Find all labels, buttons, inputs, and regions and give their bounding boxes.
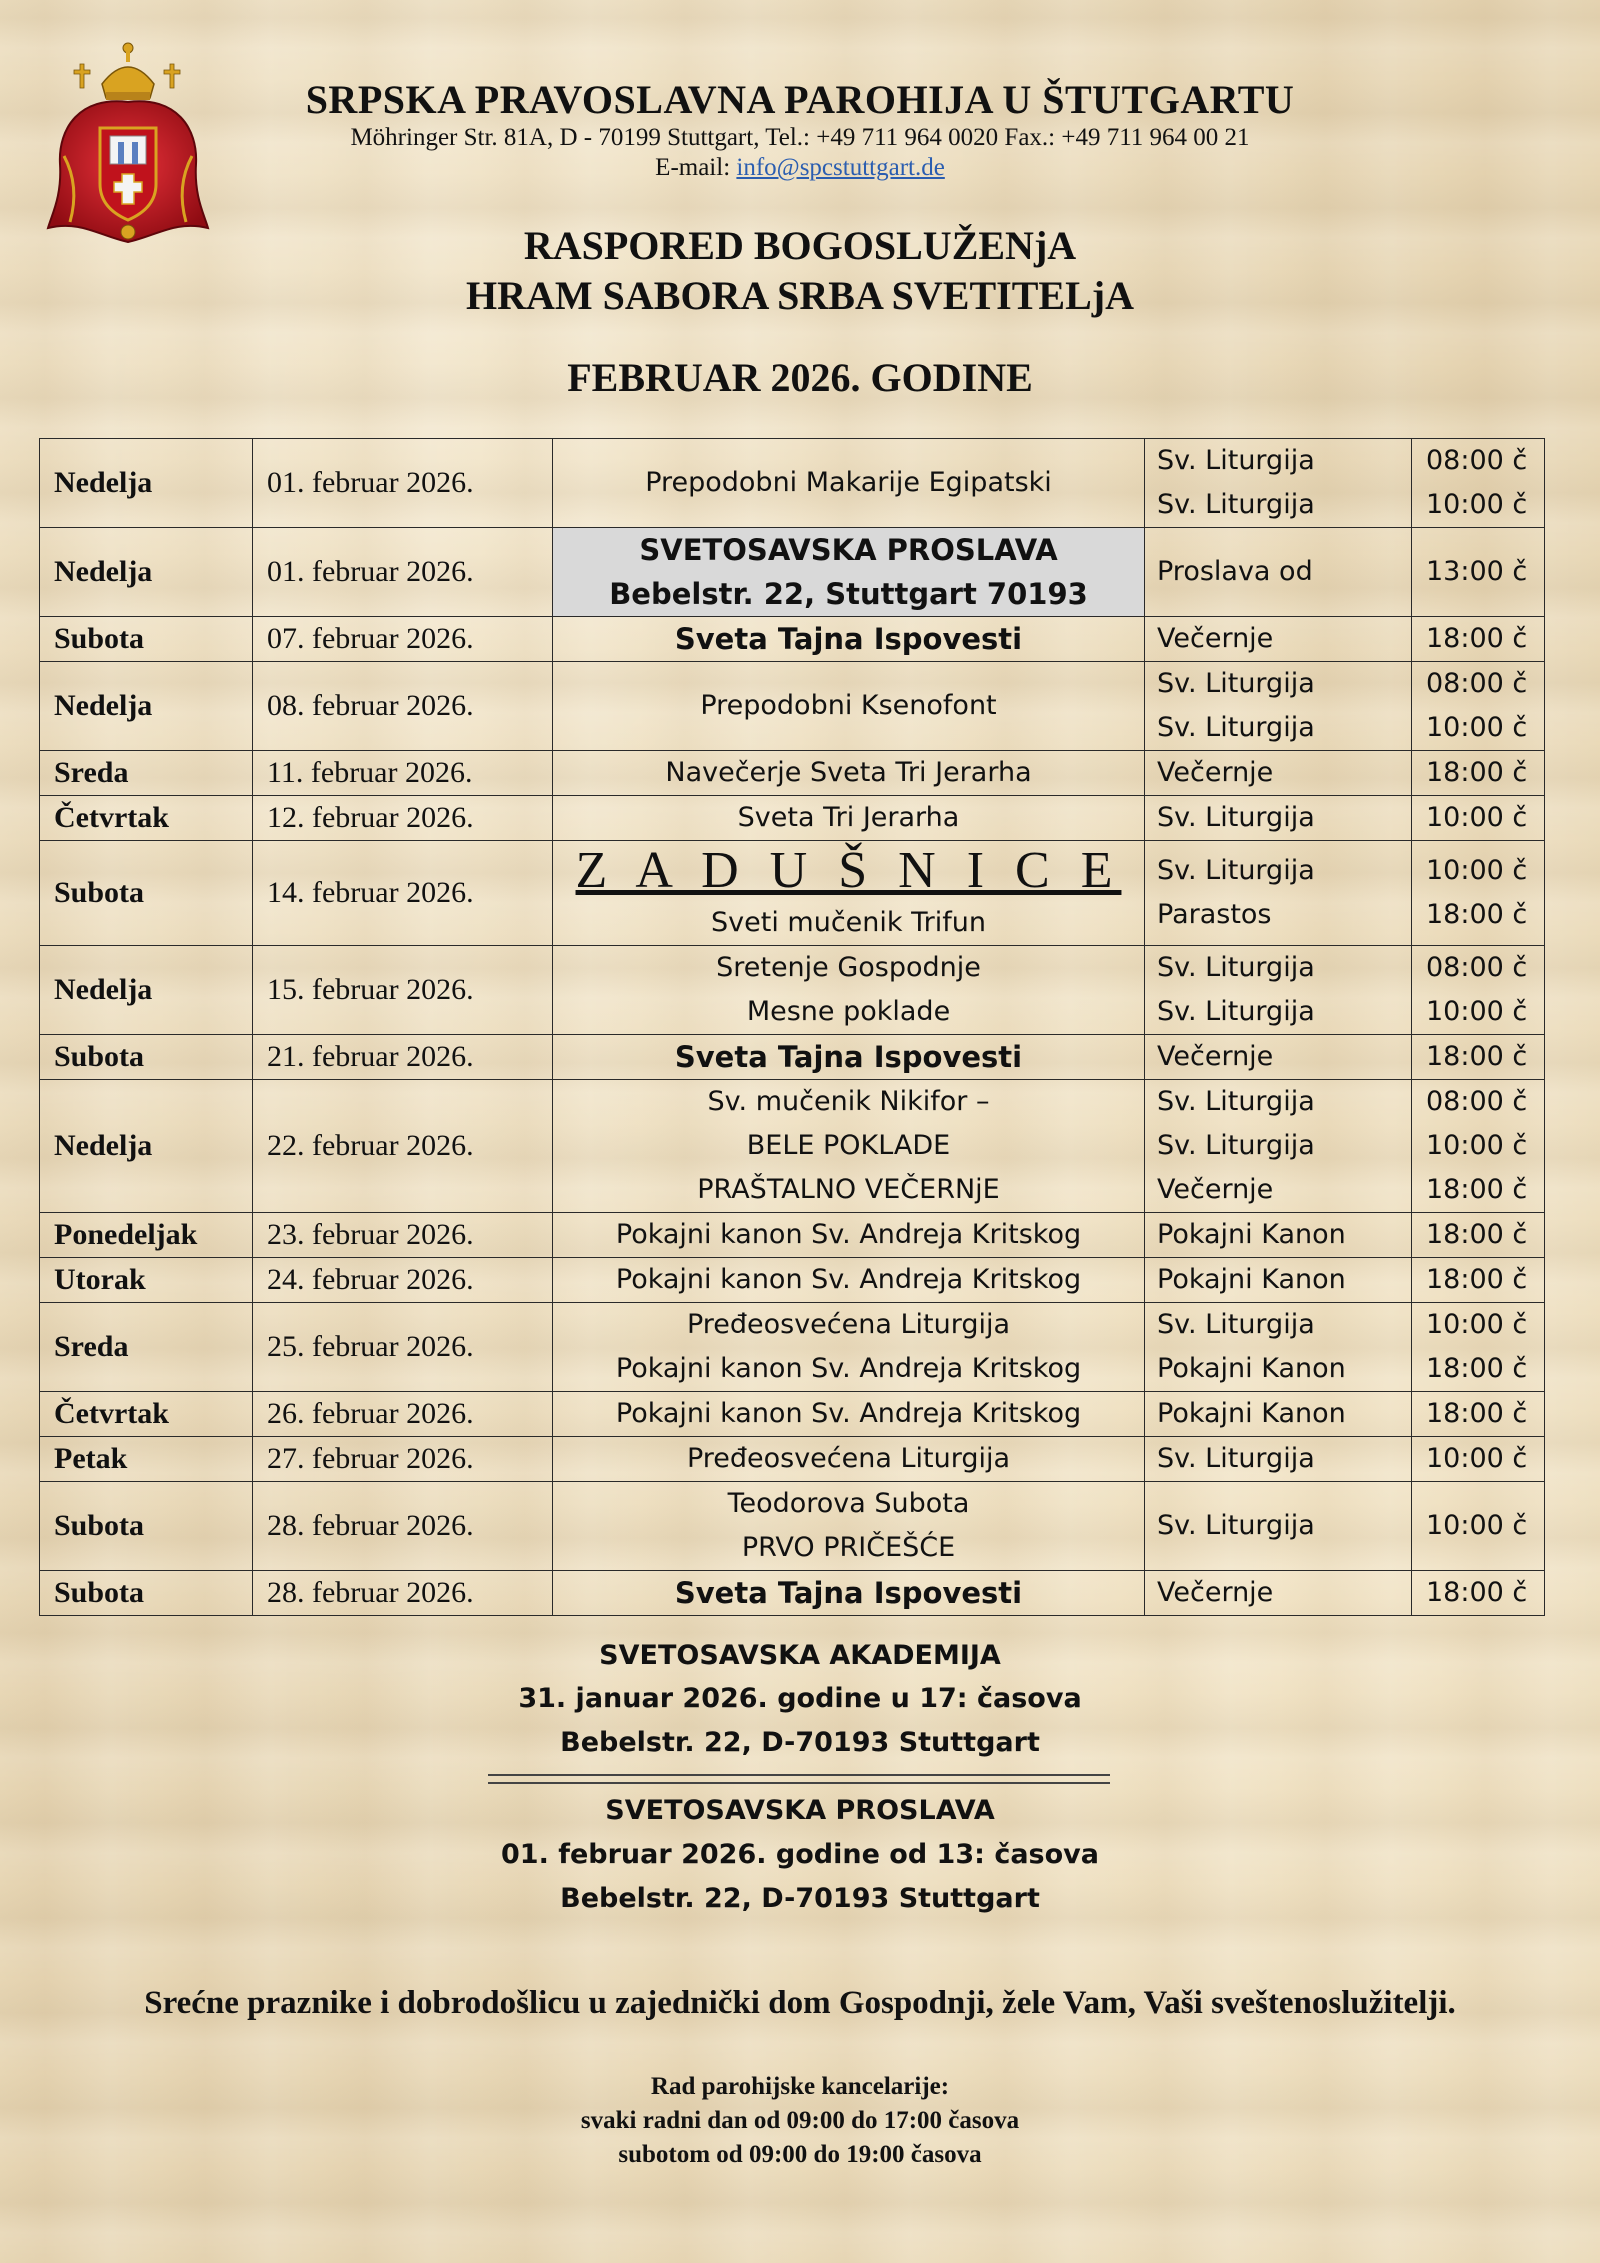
- feast-line: Z A D U Š N I C E: [575, 842, 1122, 899]
- day-cell: Subota: [40, 617, 253, 662]
- time-line: 10:00 č: [1426, 855, 1528, 886]
- table-row: [40, 1080, 1545, 1213]
- table-row: [40, 617, 1545, 662]
- feast-cell: [553, 841, 1145, 946]
- table-row: [40, 1035, 1545, 1080]
- day-cell: Četvrtak: [40, 1392, 253, 1437]
- service-line: Sv. Liturgija: [1157, 952, 1315, 983]
- service-cell: [1145, 796, 1412, 841]
- table-row: [40, 1303, 1545, 1392]
- feast-line: Prepodobni Ksenofont: [700, 690, 997, 721]
- feast-cell: [553, 1482, 1145, 1571]
- feast-line: PRVO PRIČEŠĆE: [741, 1532, 956, 1563]
- day-cell: Nedelja: [40, 1080, 253, 1213]
- service-cell: [1145, 1392, 1412, 1437]
- schedule-month: FEBRUAR 2026. GODINE: [567, 355, 1033, 400]
- time-line: 08:00 č: [1426, 952, 1528, 983]
- service-line: Sv. Liturgija: [1157, 489, 1315, 520]
- feast-cell: [553, 1213, 1145, 1258]
- day-cell: Subota: [40, 1482, 253, 1571]
- date-cell: 28. februar 2026.: [253, 1482, 553, 1571]
- time-cell: [1412, 1303, 1545, 1392]
- table-row: [40, 1213, 1545, 1258]
- service-line: Pokajni Kanon: [1157, 1398, 1346, 1429]
- time-line: 08:00 č: [1426, 445, 1528, 476]
- feast-cell: [553, 1303, 1145, 1392]
- table-row: [40, 1571, 1545, 1616]
- time-line: 18:00 č: [1426, 1264, 1528, 1295]
- service-line: Sv. Liturgija: [1157, 802, 1315, 833]
- academy-location: Bebelstr. 22, D-70193 Stuttgart: [560, 1727, 1040, 1758]
- feast-line: Pokajni kanon Sv. Andreja Kritskog: [615, 1264, 1082, 1295]
- time-line: 10:00 č: [1426, 1443, 1528, 1474]
- table-row: [40, 946, 1545, 1035]
- service-cell: [1145, 1258, 1412, 1303]
- service-line: Večernje: [1157, 757, 1274, 788]
- parish-email-line: [160, 154, 1440, 182]
- service-line: Večernje: [1157, 623, 1274, 654]
- time-line: 10:00 č: [1426, 1130, 1528, 1161]
- date-cell: 15. februar 2026.: [253, 946, 553, 1035]
- service-cell: [1145, 528, 1412, 617]
- feast-line: Sretenje Gospodnje: [716, 952, 981, 983]
- date-cell: 12. februar 2026.: [253, 796, 553, 841]
- time-line: 18:00 č: [1426, 1041, 1528, 1072]
- feast-cell: [553, 1258, 1145, 1303]
- date-cell: 14. februar 2026.: [253, 841, 553, 946]
- table-row: [40, 841, 1545, 946]
- service-cell: [1145, 1035, 1412, 1080]
- feast-line: Navečerje Sveta Tri Jerarha: [665, 757, 1032, 788]
- service-line: Sv. Liturgija: [1157, 712, 1315, 743]
- feast-line: Sveta Tajna Ispovesti: [674, 622, 1023, 656]
- service-cell: [1145, 1303, 1412, 1392]
- feast-line: Teodorova Subota: [727, 1488, 970, 1519]
- office-hours-saturday: subotom od 09:00 do 19:00 časova: [618, 2141, 982, 2168]
- time-cell: [1412, 662, 1545, 751]
- time-line: 10:00 č: [1426, 1309, 1528, 1340]
- time-line: 08:00 č: [1426, 668, 1528, 699]
- time-line: 10:00 č: [1426, 712, 1528, 743]
- celebration-location: Bebelstr. 22, D-70193 Stuttgart: [560, 1883, 1040, 1914]
- feast-cell: [553, 662, 1145, 751]
- email-link[interactable]: info@spcstuttgart.de: [736, 154, 945, 181]
- date-cell: 21. februar 2026.: [253, 1035, 553, 1080]
- feast-cell: [553, 946, 1145, 1035]
- time-line: 18:00 č: [1426, 1577, 1528, 1608]
- service-cell: [1145, 1213, 1412, 1258]
- time-line: 10:00 č: [1426, 802, 1528, 833]
- day-cell: Petak: [40, 1437, 253, 1482]
- time-line: 18:00 č: [1426, 1398, 1528, 1429]
- day-cell: Nedelja: [40, 439, 253, 528]
- date-cell: 08. februar 2026.: [253, 662, 553, 751]
- date-cell: 24. februar 2026.: [253, 1258, 553, 1303]
- feast-line: Pređeosvećena Liturgija: [686, 1443, 1011, 1474]
- feast-cell: [553, 751, 1145, 796]
- time-cell: [1412, 439, 1545, 528]
- time-line: 10:00 č: [1426, 489, 1528, 520]
- table-row: [40, 751, 1545, 796]
- service-line: Sv. Liturgija: [1157, 855, 1315, 886]
- day-cell: Subota: [40, 1571, 253, 1616]
- service-line: Parastos: [1157, 899, 1272, 930]
- service-cell: [1145, 662, 1412, 751]
- feast-line: Sveta Tri Jerarha: [737, 802, 960, 833]
- date-cell: 07. februar 2026.: [253, 617, 553, 662]
- feast-line: Sveta Tajna Ispovesti: [674, 1576, 1023, 1610]
- feast-line: Pređeosvećena Liturgija: [686, 1309, 1011, 1340]
- academy-title: SVETOSAVSKA AKADEMIJA: [599, 1640, 1001, 1671]
- service-cell: [1145, 751, 1412, 796]
- day-cell: Subota: [40, 841, 253, 946]
- table-row: [40, 1258, 1545, 1303]
- day-cell: Nedelja: [40, 946, 253, 1035]
- date-cell: 23. februar 2026.: [253, 1213, 553, 1258]
- day-cell: Sreda: [40, 1303, 253, 1392]
- date-cell: 27. februar 2026.: [253, 1437, 553, 1482]
- table-row: [40, 1482, 1545, 1571]
- office-hours-weekdays: svaki radni dan od 09:00 do 17:00 časova: [580, 2107, 1020, 2134]
- table-row: [40, 1437, 1545, 1482]
- time-cell: [1412, 617, 1545, 662]
- service-schedule-table: [39, 438, 1545, 1616]
- day-cell: Nedelja: [40, 662, 253, 751]
- feast-line: Sveta Tajna Ispovesti: [674, 1040, 1023, 1074]
- time-cell: [1412, 528, 1545, 617]
- service-line: Proslava od: [1157, 556, 1313, 587]
- time-cell: [1412, 1213, 1545, 1258]
- service-line: Pokajni Kanon: [1157, 1353, 1346, 1384]
- time-line: 18:00 č: [1426, 757, 1528, 788]
- service-line: Sv. Liturgija: [1157, 1086, 1315, 1117]
- church-name: HRAM SABORA SRBA SVETITELjA: [466, 273, 1134, 318]
- date-cell: 26. februar 2026.: [253, 1392, 553, 1437]
- service-line: Sv. Liturgija: [1157, 668, 1315, 699]
- time-line: 18:00 č: [1426, 1219, 1528, 1250]
- time-line: 08:00 č: [1426, 1086, 1528, 1117]
- service-line: Pokajni Kanon: [1157, 1219, 1346, 1250]
- day-cell: Nedelja: [40, 528, 253, 617]
- feast-cell: [553, 1392, 1145, 1437]
- feast-line: BELE POKLADE: [746, 1130, 951, 1161]
- day-cell: Utorak: [40, 1258, 253, 1303]
- celebration-title: SVETOSAVSKA PROSLAVA: [605, 1795, 995, 1826]
- feast-line: Sv. mučenik Nikifor –: [707, 1086, 990, 1117]
- section-divider: [488, 1774, 1110, 1784]
- service-line: Pokajni Kanon: [1157, 1264, 1346, 1295]
- time-cell: [1412, 1437, 1545, 1482]
- feast-line: SVETOSAVSKA PROSLAVA: [639, 533, 1058, 567]
- date-cell: 01. februar 2026.: [253, 528, 553, 617]
- time-line: 13:00 č: [1426, 556, 1528, 587]
- time-cell: [1412, 841, 1545, 946]
- feast-cell: [553, 1080, 1145, 1213]
- service-line: Sv. Liturgija: [1157, 1443, 1315, 1474]
- service-line: Sv. Liturgija: [1157, 996, 1315, 1027]
- time-line: 18:00 č: [1426, 1174, 1528, 1205]
- time-line: 10:00 č: [1426, 996, 1528, 1027]
- feast-cell: [553, 528, 1145, 617]
- table-row: [40, 1392, 1545, 1437]
- greeting-message: Srećne praznike i dobrodošlicu u zajednički dom Gospodnji, žele Vam, Vaši sveštenoslužitelji.: [144, 1985, 1456, 2021]
- date-cell: 28. februar 2026.: [253, 1571, 553, 1616]
- service-cell: [1145, 617, 1412, 662]
- feast-line: Pokajni kanon Sv. Andreja Kritskog: [615, 1398, 1082, 1429]
- time-line: 18:00 č: [1426, 899, 1528, 930]
- time-line: 18:00 č: [1426, 1353, 1528, 1384]
- table-row: [40, 796, 1545, 841]
- feast-line: Prepodobni Makarije Egipatski: [645, 467, 1052, 498]
- service-cell: [1145, 946, 1412, 1035]
- service-line: Večernje: [1157, 1174, 1274, 1205]
- time-cell: [1412, 796, 1545, 841]
- service-line: Sv. Liturgija: [1157, 445, 1315, 476]
- office-hours-title: Rad parohijske kancelarije:: [650, 2073, 950, 2100]
- table-row: [40, 662, 1545, 751]
- feast-cell: [553, 1571, 1145, 1616]
- date-cell: 22. februar 2026.: [253, 1080, 553, 1213]
- day-cell: Subota: [40, 1035, 253, 1080]
- time-cell: [1412, 1258, 1545, 1303]
- table-row: [40, 439, 1545, 528]
- parish-name: SRPSKA PRAVOSLAVNA PAROHIJA U ŠTUTGARTU: [305, 77, 1295, 122]
- feast-line: Mesne poklade: [746, 996, 951, 1027]
- service-cell: [1145, 1080, 1412, 1213]
- email-label: E-mail:: [655, 154, 731, 181]
- service-cell: [1145, 841, 1412, 946]
- service-line: Sv. Liturgija: [1157, 1309, 1315, 1340]
- feast-cell: [553, 796, 1145, 841]
- service-line: Večernje: [1157, 1041, 1274, 1072]
- day-cell: Četvrtak: [40, 796, 253, 841]
- time-cell: [1412, 1035, 1545, 1080]
- feast-line: Sveti mučenik Trifun: [711, 907, 986, 938]
- service-cell: [1145, 1571, 1412, 1616]
- feast-cell: [553, 617, 1145, 662]
- service-line: Sv. Liturgija: [1157, 1130, 1315, 1161]
- day-cell: Sreda: [40, 751, 253, 796]
- feast-line: PRAŠTALNO VEČERNjE: [697, 1174, 1000, 1205]
- time-cell: [1412, 1392, 1545, 1437]
- feast-cell: [553, 439, 1145, 528]
- date-cell: 11. februar 2026.: [253, 751, 553, 796]
- service-cell: [1145, 439, 1412, 528]
- time-cell: [1412, 1080, 1545, 1213]
- feast-line: Pokajni kanon Sv. Andreja Kritskog: [615, 1219, 1082, 1250]
- date-cell: 01. februar 2026.: [253, 439, 553, 528]
- time-cell: [1412, 1571, 1545, 1616]
- time-line: 10:00 č: [1426, 1510, 1528, 1541]
- schedule-title: RASPORED BOGOSLUŽENjA: [523, 223, 1077, 268]
- academy-date: 31. januar 2026. godine u 17: časova: [518, 1683, 1082, 1714]
- parish-address: Möhringer Str. 81A, D - 70199 Stuttgart, Tel.: +49 711 964 0020 Fax.: +49 711 964 00 21: [350, 124, 1250, 151]
- day-cell: Ponedeljak: [40, 1213, 253, 1258]
- service-cell: [1145, 1482, 1412, 1571]
- feast-cell: [553, 1437, 1145, 1482]
- feast-cell: [553, 1035, 1145, 1080]
- feast-line: Pokajni kanon Sv. Andreja Kritskog: [615, 1353, 1082, 1384]
- time-cell: [1412, 751, 1545, 796]
- feast-line: Bebelstr. 22, Stuttgart 70193: [609, 577, 1088, 611]
- time-cell: [1412, 1482, 1545, 1571]
- service-cell: [1145, 1437, 1412, 1482]
- time-cell: [1412, 946, 1545, 1035]
- service-line: Večernje: [1157, 1577, 1274, 1608]
- time-line: 18:00 č: [1426, 623, 1528, 654]
- date-cell: 25. februar 2026.: [253, 1303, 553, 1392]
- table-row: [40, 528, 1545, 617]
- celebration-date: 01. februar 2026. godine od 13: časova: [501, 1839, 1099, 1870]
- service-line: Sv. Liturgija: [1157, 1510, 1315, 1541]
